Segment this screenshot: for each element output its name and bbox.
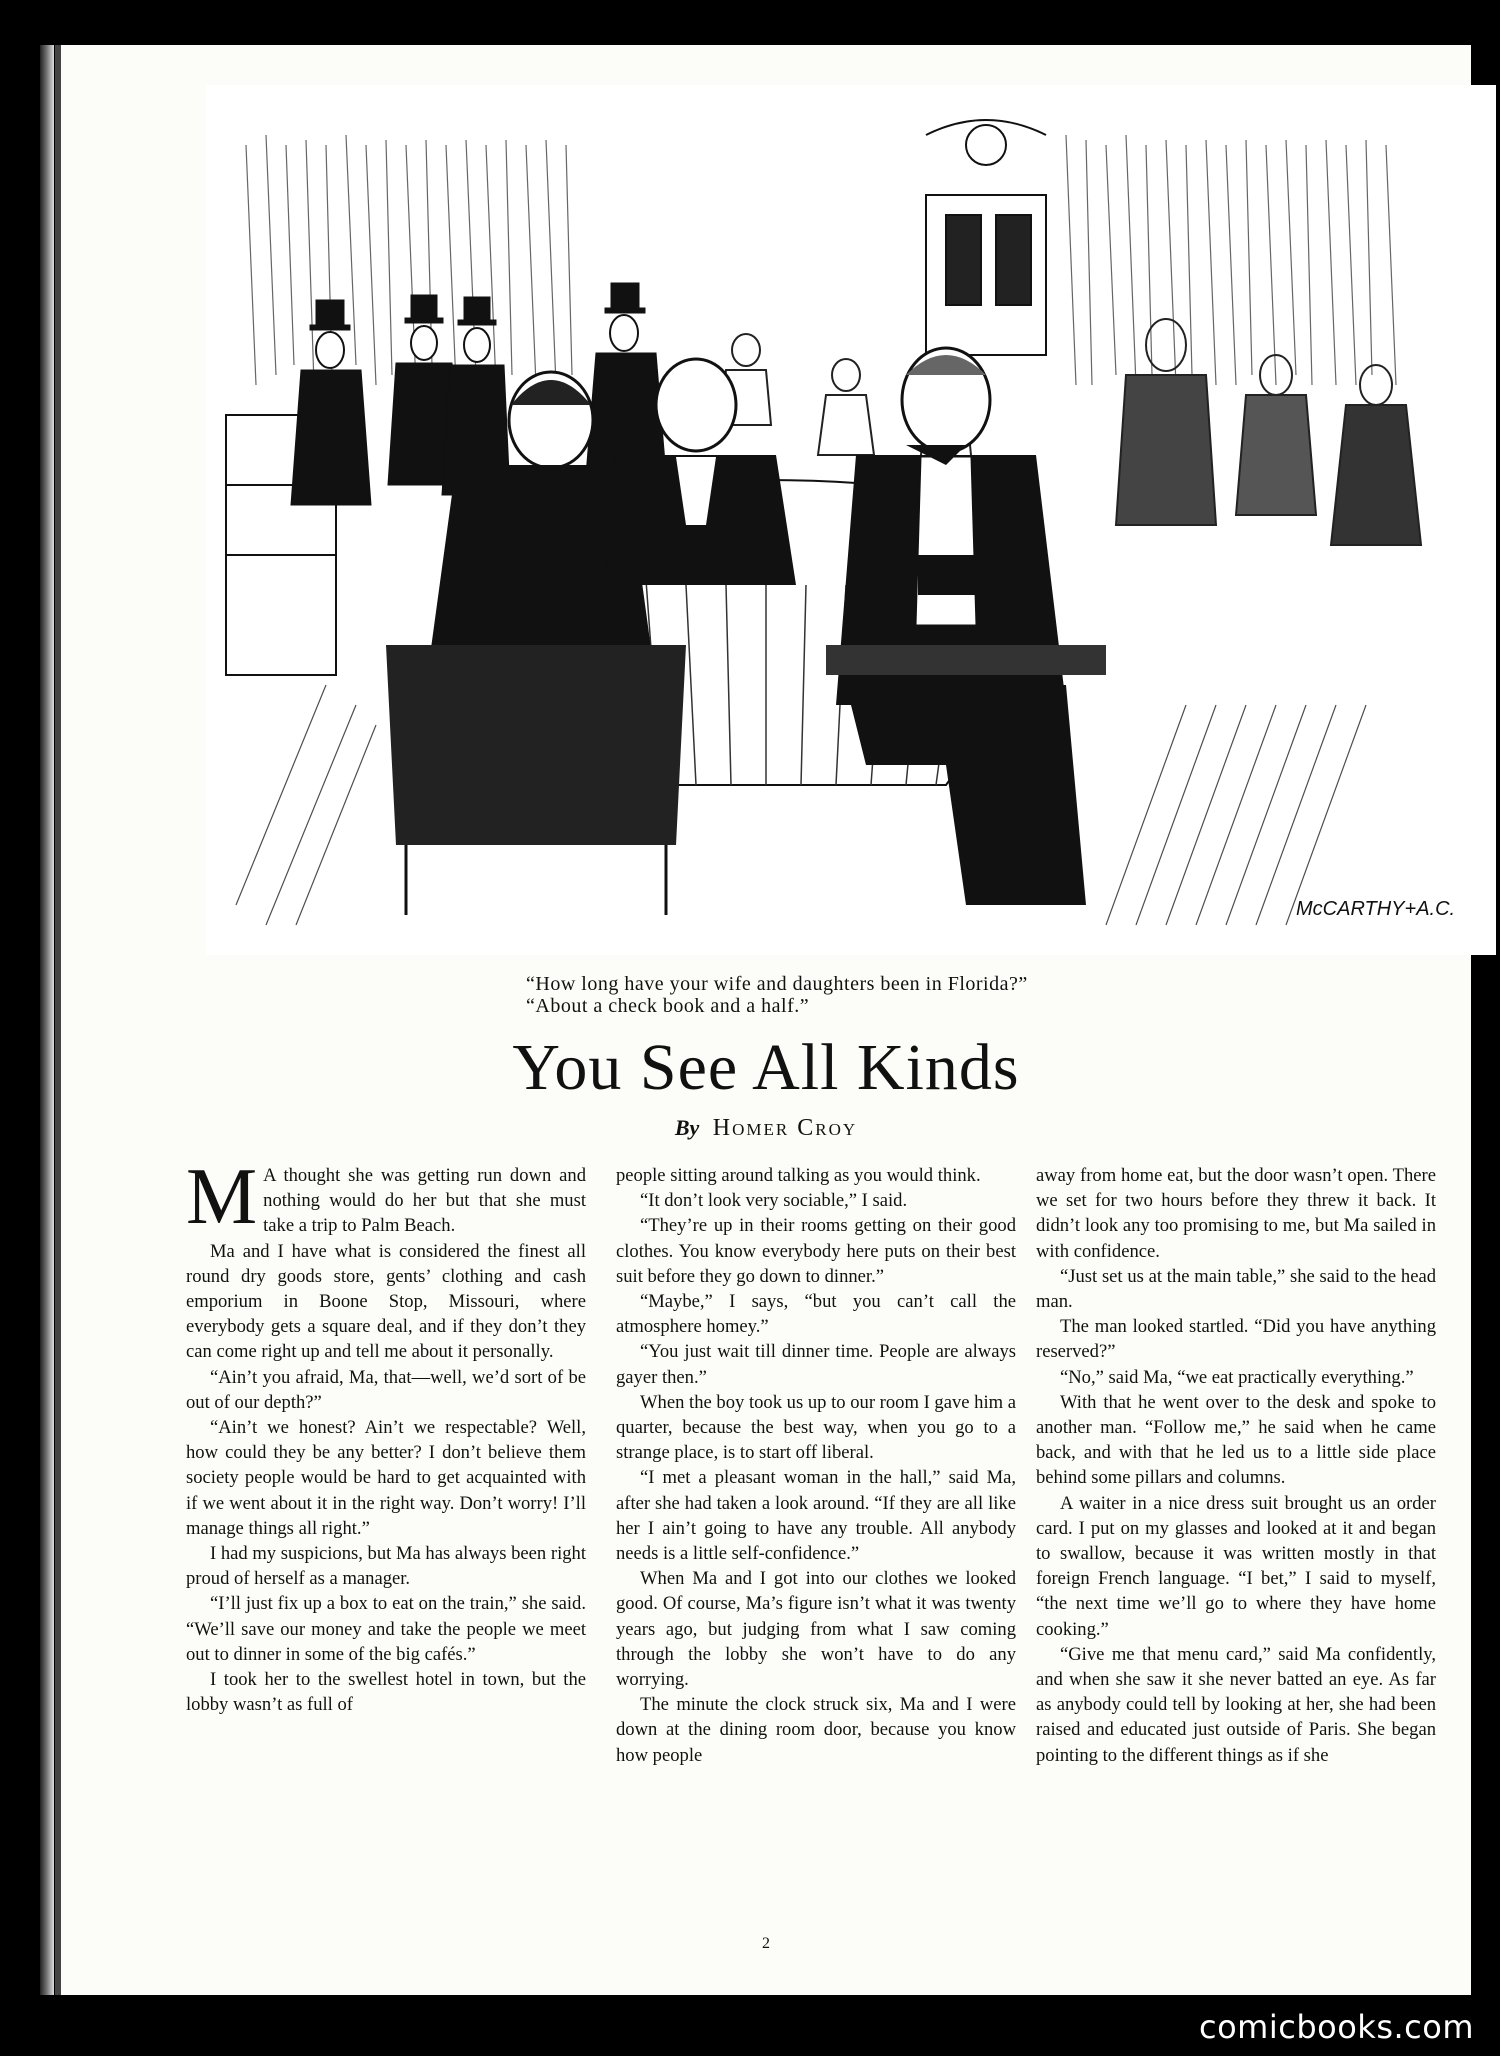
- paragraph: With that he went over to the desk and spoke to another man. “Follow me,” he said when he came back, and with that he led us to a little side place behind some pillars and columns.: [1036, 1391, 1436, 1489]
- text-column-2: [616, 1163, 1016, 1768]
- paragraph: Ma and I have what is considered the finest all round dry goods store, gents’ clothing and cash emporium in Boone Stop, Missouri, where everybody gets a square deal, and if they don’t they can come right up and tell me about it personally.: [186, 1240, 586, 1363]
- paragraph: “No,” said Ma, “we eat practically everything.”: [1060, 1366, 1414, 1388]
- paragraph: The man looked startled. “Did you have anything reserved?”: [1036, 1316, 1436, 1363]
- paragraph: “Just set us at the main table,” she said to the head man.: [1036, 1265, 1436, 1313]
- magazine-page: [55, 45, 1471, 1995]
- paragraph: The minute the clock struck six, Ma and I were down at the dining room door, because you know how people: [616, 1694, 1016, 1766]
- caption-line-2: “About a check book and a half.”: [526, 995, 810, 1017]
- book-spine: [40, 45, 54, 1995]
- paragraph: When the boy took us up to our room I gave him a quarter, because the best way, when you go to a strange place, is to start off liberal.: [616, 1391, 1016, 1464]
- paragraph: “They’re up in their rooms getting on their good clothes. You know everybody here puts on their best suit before they go down to dinner.”: [616, 1215, 1016, 1287]
- illustration-caption: [526, 973, 1326, 1017]
- article-title: You See All Kinds: [512, 1031, 1020, 1104]
- restaurant-illustration: [206, 85, 1496, 955]
- text-column-1: [186, 1153, 586, 1717]
- page-number: 2: [762, 1935, 770, 1952]
- paragraph: M A thought she was getting run down and nothing would do her but that she must take a trip to Palm Beach.: [186, 1153, 586, 1241]
- paragraph: A waiter in a nice dress suit brought us an order card. I put on my glasses and looked at it and began to swallow, because it was written mostly in that foreign French language. “I bet,” I said to myself, “the next time we’ll go to where they have home cooking.”: [1036, 1492, 1436, 1640]
- paragraph: “Give me that menu card,” said Ma confidently, and when she saw it she never batted an eye. As far as anybody could tell by looking at her, she had been raised and educated just outside of Paris. She began pointing to the different things as if she: [1036, 1643, 1436, 1766]
- paragraph: “Maybe,” I says, “but you can’t call the atmosphere homey.”: [616, 1291, 1016, 1338]
- paragraph: away from home eat, but the door wasn’t open. There we set for two hours before they threw it back. It didn’t look any too promising to me, but Ma sailed in with confidence.: [1036, 1165, 1436, 1262]
- paragraph: “I met a pleasant woman in the hall,” said Ma, after she had taken a look around. “If they are all like her I ain’t going to have any trouble. All anybody needs is a little self-confidence.”: [616, 1467, 1016, 1565]
- byline-by: By: [674, 1115, 700, 1140]
- paragraph: “It don’t look very sociable,” I said.: [640, 1190, 908, 1212]
- artist-signature: McCARTHY+A.C.: [1296, 898, 1456, 920]
- byline: [61, 1115, 1471, 1142]
- paragraph: people sitting around talking as you would think.: [616, 1165, 981, 1186]
- drop-cap: M: [186, 1153, 258, 1241]
- paragraph: “I’ll just fix up a box to eat on the train,” she said. “We’ll save our money and take the people we meet out to dinner in some of the big cafés.”: [186, 1593, 586, 1665]
- caption-line-1: “How long have your wife and daughters been in Florida?”: [526, 973, 1028, 995]
- paragraph: I took her to the swellest hotel in town, but the lobby wasn’t as full of: [186, 1669, 586, 1716]
- illustration-drawing: [206, 85, 1496, 955]
- author-name: Homer Croy: [712, 1115, 858, 1141]
- paragraph: “Ain’t we honest? Ain’t we respectable? Well, how could they be any better? I don’t believe them society people would be hard to get acquainted with if we went about it in the right way. Don’t worry! I’ll manage things all right.”: [186, 1417, 586, 1539]
- paragraph: When Ma and I got into our clothes we looked good. Of course, Ma’s figure isn’t what it was twenty years ago, but judging from what I saw coming through the lobby she won’t have to do any worrying.: [616, 1568, 1016, 1691]
- paragraph: I had my suspicions, but Ma has always been right proud of herself as a manager.: [186, 1543, 586, 1590]
- paragraph: “Ain’t you afraid, Ma, that—well, we’d sort of be out of our depth?”: [186, 1366, 586, 1413]
- paragraph: “You just wait till dinner time. People are always gayer then.”: [616, 1341, 1016, 1388]
- source-watermark: comicbooks.com: [1198, 2008, 1474, 2046]
- text-column-3: [1036, 1163, 1436, 1768]
